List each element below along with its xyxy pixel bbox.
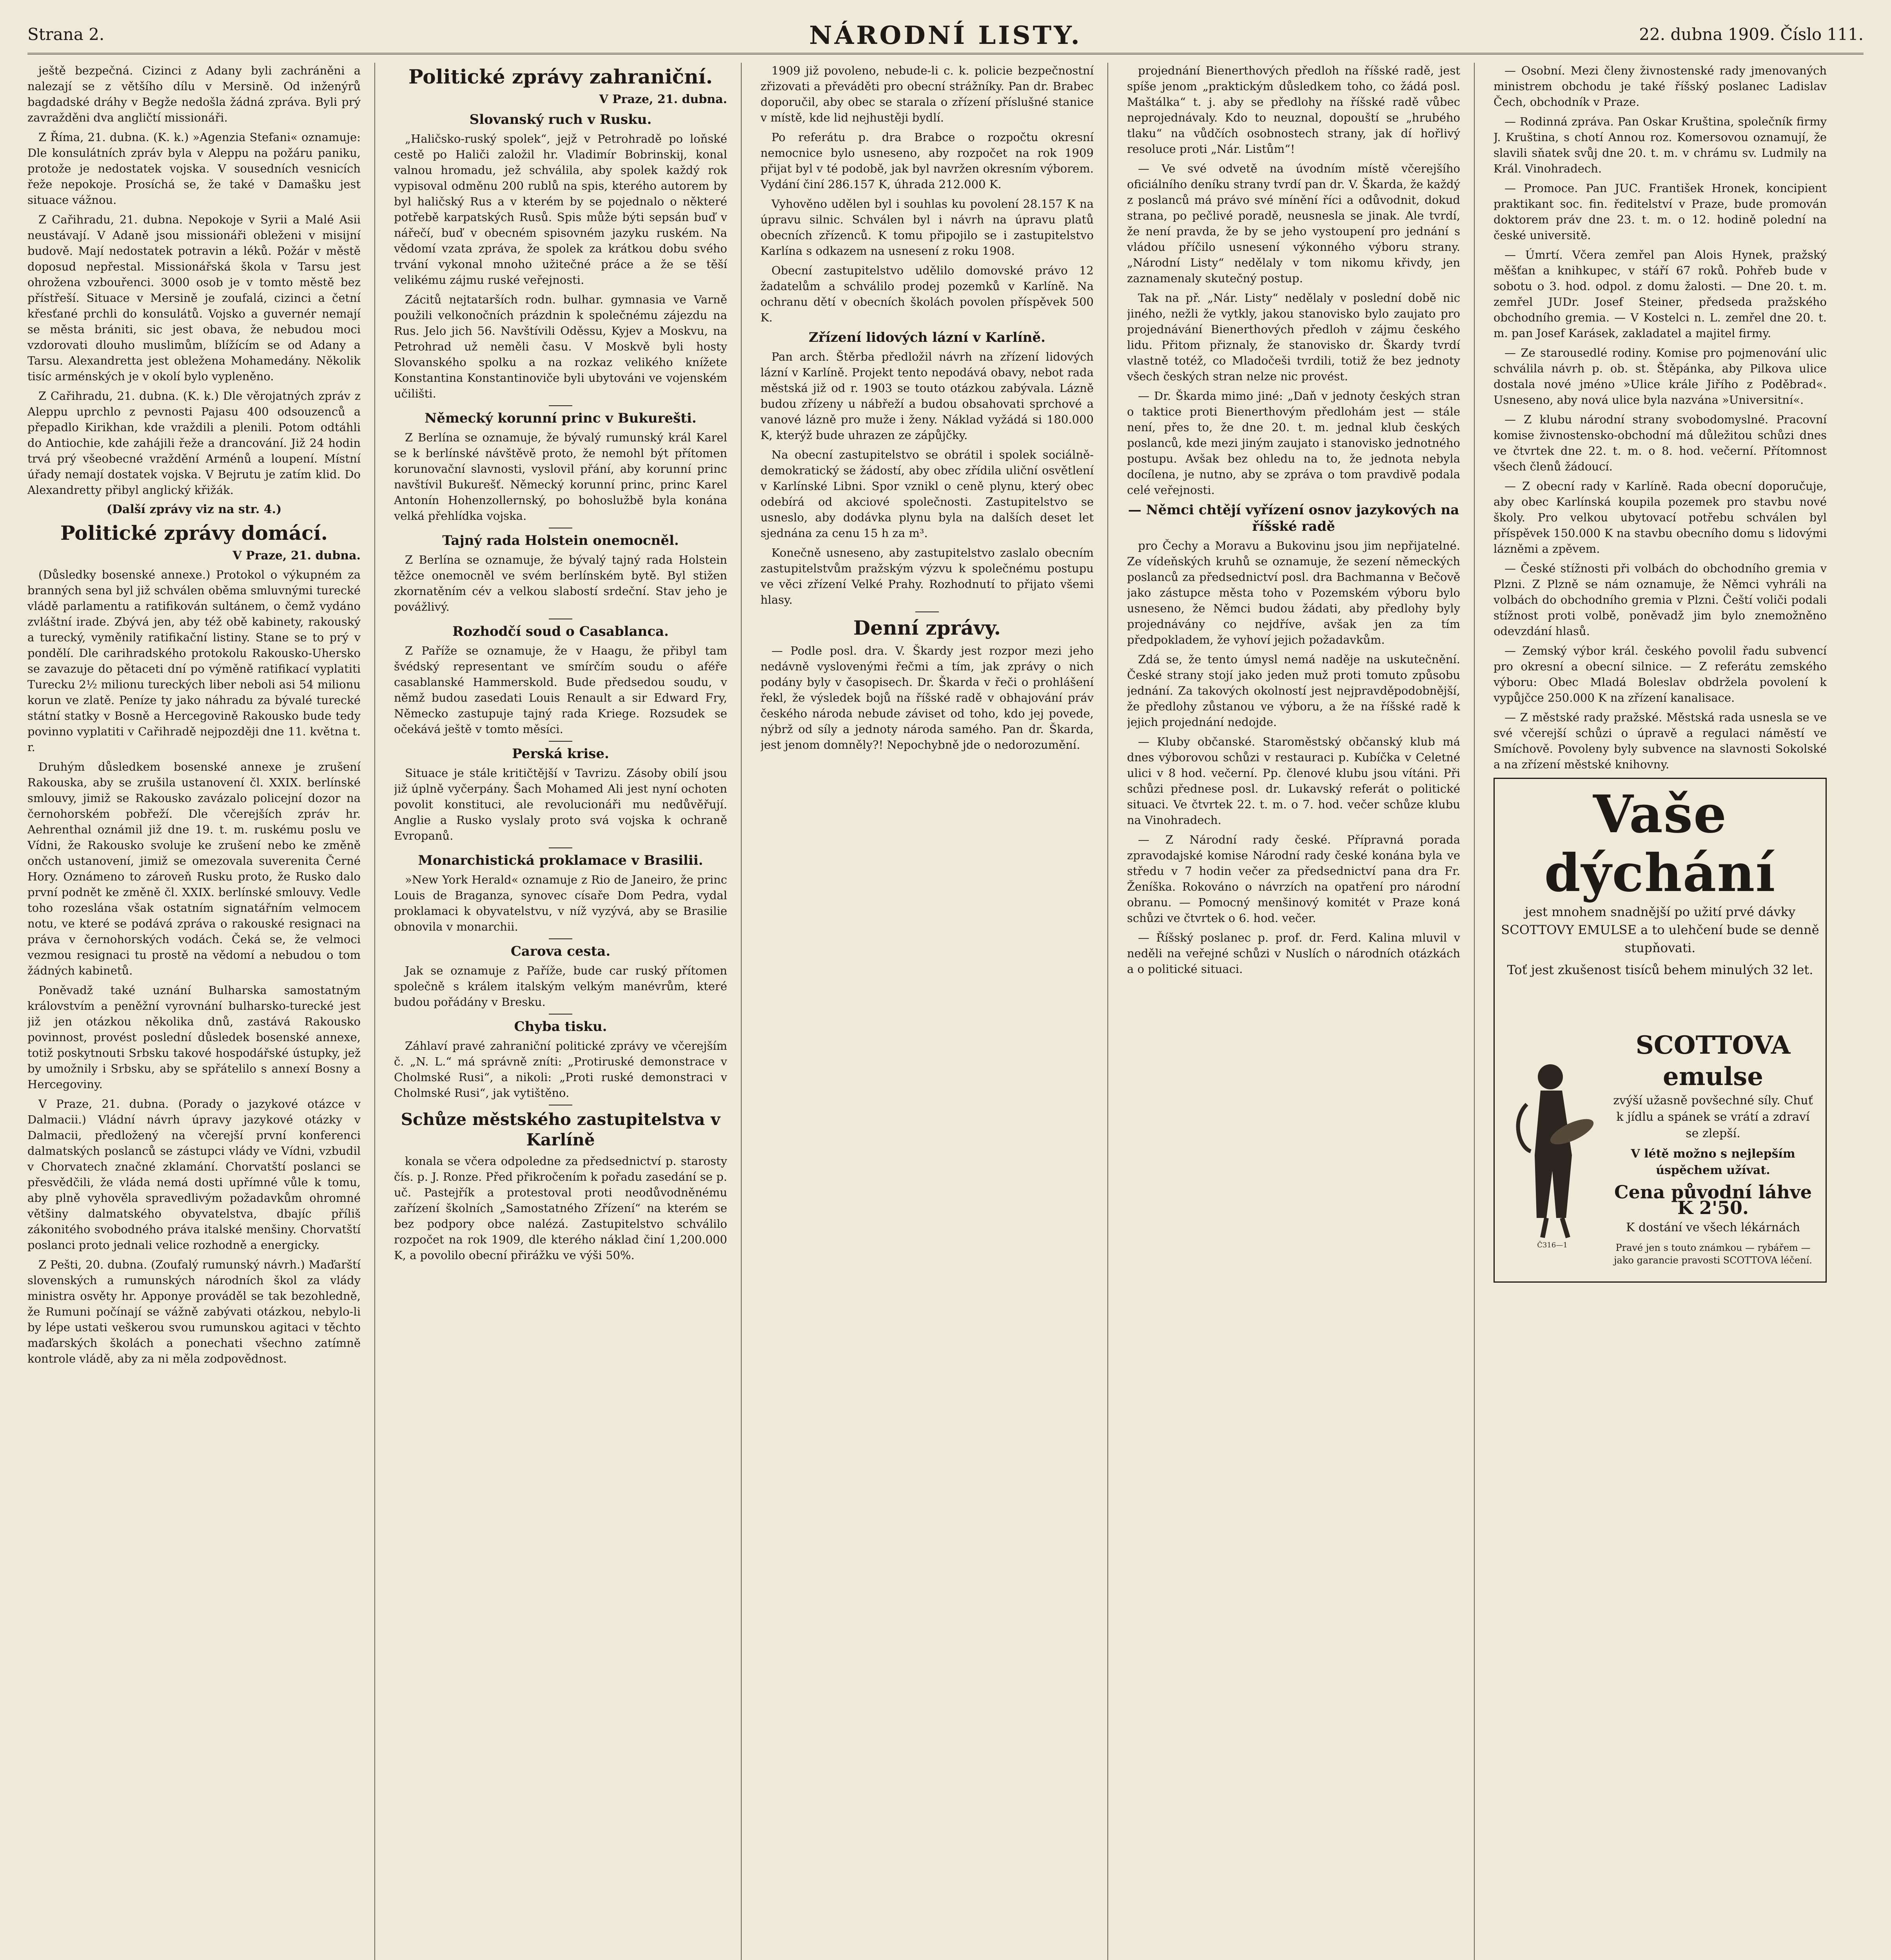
- article-paragraph: ještě bezpečná. Cizinci z Adany byli zachráněni a nalezají se z většího dílu v Mersině. Od inženýrů bagdadské dráhy v Begže nedošla žádná zpráva. Byli prý zavražděni dva angličtí missionáři.: [27, 64, 361, 124]
- fisherman-icon: [1503, 1053, 1601, 1249]
- article-paragraph: Z Berlína se oznamuje, že bývalý tajný rada Holstein těžce onemocněl ve svém berlínském bytě. Byl stižen zkornatěním cév a velkou slabostí srdeční. Stav jeho je povážlivý.: [394, 553, 727, 613]
- section-heading-daily: Denní zprávy.: [853, 616, 1001, 639]
- article-paragraph: Vyhověno udělen byl i souhlas ku povolení 28.157 K na úpravu silnic. Schválen byl i návrh na úpravu platů obecních zřízenců. K tomu připojilo se i zastupitelstvo Karlína s odkazem na usnesení z roku 1908.: [760, 197, 1094, 258]
- article-heading: Chyba tisku.: [514, 1019, 607, 1034]
- ad-text: K dostání ve všech lékárnách: [1626, 1221, 1800, 1234]
- column-rule: [1107, 63, 1108, 1960]
- column-5: [1494, 63, 1827, 1960]
- ad-text: Toť jest zkušenost tisíců behem minulých 32 let.: [1507, 962, 1813, 977]
- page-number: Strana 2.: [27, 25, 105, 44]
- ad-title: Vaše dýchání: [1544, 784, 1776, 904]
- article-paragraph: — Z Národní rady české. Přípravná porada zpravodajské komise Národní rady české konána byla ve středu v 7 hodin večer za předsednictví pana dra Fr. Ženíška. Rokováno o návrzích na opatření pro národní obranu. — Pomocný menšinový komitét v Praze koná schůzi ve čtvrtek o 6. hod. večer.: [1127, 833, 1460, 925]
- article-paragraph: — Ve své odvetě na úvodním místě včerejšího oficiálního deníku strany tvrdí pan dr. V. Škarda, že každý z poslanců má právo své mínění říci a odůvodnit, dokud strana, po pečlivé poradě, neusnesla se jinak. Ale tvrdí, že není pravda, že by se jeho vystoupení pro jednání s vládou příčilo usnesení výkonného výboru strany. „Národní Listy“ nedělaly v tom nikomu křivdy, jen zaznamenaly skutečný postup.: [1127, 162, 1460, 285]
- article-heading: Německý korunní princ v Bukurešti.: [425, 410, 697, 426]
- article-paragraph: — Z městské rady pražské. Městská rada usnesla se ve své včerejší schůzi o úpravě a regulaci náměstí ve Smíchově. Povoleny byly subvence na slavnosti Sokolské a na zřízení městské knihovny.: [1494, 711, 1827, 771]
- article-paragraph: „Haličsko-ruský spolek“, jejž v Petrohradě po loňské cestě po Haliči založil hr. Vladimír Bobrinskij, konal valnou hromadu, jež schválila, aby spolek každý rok vypisoval odměnu 200 rublů na spis, kterého autorem by byl haličský Rus a v kterém by se pojednalo o některé potřebě karpatských Rusů. Spis může býti sepsán buď v nářečí, buď v obecném spisovném jazyku ruském. Na vědomí vzata zpráva, že spolek za krátkou dobu svého trvání vykonal mnoho užitečné práce a že se těší velikému zájmu ruské veřejnosti.: [394, 132, 727, 287]
- article-heading: Monarchistická proklamace v Brasilii.: [418, 853, 703, 868]
- article-paragraph: — Promoce. Pan JUC. František Hronek, koncipient praktikant soc. fin. ředitelství v Praze, bude promován doktorem práv dne 23. t. m. o 12. hodině polední na české universitě.: [1494, 181, 1827, 242]
- column-rule: [374, 63, 375, 1960]
- article-paragraph: — Úmrtí. Včera zemřel pan Alois Hynek, pražský měšťan a knihkupec, v stáří 67 roků. Pohřeb bude v sobotu o 3. hod. odpol. z domu žalosti. — Dne 20. t. m. zemřel JUDr. Josef Steiner, předseda pražského obchodního gremia. — V Kostelci n. L. zemřel dne 20. t. m. pan Josef Karásek, zakladatel a majitel firmy.: [1494, 248, 1827, 340]
- section-heading-domestic: Politické zprávy domácí.: [60, 521, 328, 544]
- article-heading: Rozhodčí soud o Casablanca.: [452, 624, 669, 639]
- article-paragraph: »New York Herald« oznamuje z Rio de Janeiro, že princ Louis de Braganza, synovec císaře Dom Pedra, vydal proklamaci k obyvatelstvu, v níž vyzývá, aby se Brasilie obnovila v monarchii.: [394, 873, 727, 933]
- article-paragraph: Tak na př. „Nár. Listy“ nedělaly v poslední době nic jiného, nežli že vytkly, jakou stanovisko bylo zaujato pro projednávání Bienerthových předloh v zájmu českého lidu. Přitom přiznaly, že stanovisko dr. Škardy tvrdí vlastně totéž, co Mladočeši tvrdili, totiž že bez jednoty všech českých stran nelze nic provést.: [1127, 291, 1460, 383]
- article-paragraph: Na obecní zastupitelstvo se obrátil i spolek sociálně-demokratický se žádostí, aby obec zřídila uliční osvětlení v Karlínské Libni. Spor vznikl o ceně plynu, který obec odebírá od akciové společnosti. Zastupitelstvo se usneslo, aby dodávka plynu byla na dalších deset let sjednána za cenu 15 h za m³.: [760, 448, 1094, 540]
- article-paragraph: Z Paříže se oznamuje, že v Haagu, že přibyl tam švédský representant ve smírčím soudu o aféře casablanské Hammerskold. Bude předsedou soudu, v němž budou zasedati Louis Renault a sir Edward Fry, Německo zastupuje tajný rada Kriege. Rozsudek se očekává ještě v tomto měsíci.: [394, 644, 727, 736]
- column-4: [1127, 63, 1460, 1960]
- divider: [549, 741, 572, 742]
- article-paragraph: Zácitů nejtatarších rodn. bulhar. gymnasia ve Varně použili velkonočních prázdnin k společnému zájezdu na Rus. Jelo jich 56. Navštívili Oděssu, Kyjev a Moskvu, na Petrohrad už neměli času. V Moskvě byli hosty Slovanského spolku a na rozkaz velikého knížete Konstantina Konstantinoviče byli ubytováni ve vojenském učilišti.: [394, 293, 727, 400]
- masthead: [27, 18, 1864, 54]
- article-paragraph: Obecní zastupitelstvo udělilo domovské právo 12 žadatelům a schválilo prodej pozemků v Karlíně. Na ochranu dětí v obecních školách povolen příspěvek 500 K.: [760, 264, 1094, 324]
- ad-brand: SCOTTOVA emulse: [1635, 1031, 1791, 1091]
- article-paragraph: — Zemský výbor král. českého povolil řadu subvencí pro okresní a obecní silnice. — Z referátu zemského výboru: Obec Mladá Boleslav obdržela povolení k vypůjčce 250.000 K na zřízení kanalisace.: [1494, 644, 1827, 704]
- article-paragraph: — Osobní. Mezi členy živnostenské rady jmenovaných ministrem obchodu je také říšský poslanec Ladislav Čech, obchodník v Praze.: [1494, 64, 1827, 109]
- newspaper-title: NÁRODNÍ LISTY.: [809, 21, 1082, 50]
- article-paragraph: — Podle posl. dra. V. Škardy jest rozpor mezi jeho nedávně vyslovenými řečmi a tím, jak zprávy o nich podány byly v časopisech. Dr. Škarda v řeči o prohlášení řekl, že výsledek bojů na říšské radě v obhajování práv českého národa nebude záviset od toho, kdo jej povede, nýbrž od síly a jednoty národa samého. Pan dr. Škarda, jest jenom domněly?! Nepochybně jde o nedorozumění.: [760, 644, 1094, 751]
- article-heading: Slovanský ruch v Rusku.: [469, 112, 652, 127]
- column-3: [760, 63, 1094, 1960]
- divider: [549, 405, 572, 406]
- article-paragraph: Z Cařihradu, 21. dubna. (K. k.) Dle věrojatných zpráv z Aleppu uprchlo z pevnosti Pajasu 400 odsouzenců a přepadlo Kirikhan, kde vraždili a plenili. Potom odtáhli do Antiochie, kde zahájili řeže a drancování. Již 24 hodin trvá prý všeobecné vraždění Arménů a loupení. Místní úřady nemají dostatek vojska. V Bejrutu je zatím klid. Do Alexandretty přibyl anglický křižák.: [27, 389, 361, 497]
- article-paragraph: — Dr. Škarda mimo jiné: „Daň v jednoty českých stran o taktice proti Bienerthovým předlohám jest — stále není, přes to, že dne 20. t. m. jednal klub českých poslanců, kde mezi jiným zaujato i stanovisko jednotného postupu. Avšak bez ohledu na to, že jednota nebyla docílena, je nutno, aby se zpráva o tom pravdivě podala celé veřejnosti.: [1127, 389, 1460, 497]
- ad-figure-caption: Č316—1: [1537, 1241, 1568, 1249]
- column-2: [394, 63, 727, 1960]
- scott-emulsion-advertisement: [1494, 778, 1827, 1283]
- article-paragraph: Z Berlína se oznamuje, že bývalý rumunský král Karel se k berlínské návštěvě proto, že nemohl být přítomen korunovační slavnosti, vyslovil přání, aby korunní princ navštívil Bukurešť. Německý korunní princ, princ Karel Antonín Hohenzollernský, po bohoslužbě byla konána velká přehlídka vojska.: [394, 431, 727, 523]
- dateline: V Praze, 21. dubna.: [232, 549, 361, 563]
- article-paragraph: Z Říma, 21. dubna. (K. k.) »Agenzia Stefani« oznamuje: Dle konsulátních zpráv byla v Aleppu na požáru paniku, protože je nedostatek vojska. V sousedních vesnicích řeže nepokoje. Prosíchá se, že také v Damašku jest situace vážnou.: [27, 131, 361, 207]
- ad-figure-caption: Pravé jen s touto známkou — rybářem — jako garancie pravosti SCOTTOVA léčení.: [1614, 1242, 1812, 1266]
- issue-date: 22. dubna 1909. Číslo 111.: [1639, 25, 1864, 44]
- column-rule: [741, 63, 742, 1960]
- article-heading: — Němci chtějí vyřízení osnov jazykových na říšské radě: [1128, 502, 1459, 534]
- article-paragraph: — Říšský poslanec p. prof. dr. Ferd. Kalina mluvil v neděli na veřejné schůzi v Nuslích o národních otázkách a o politické situaci.: [1127, 931, 1460, 976]
- article-paragraph: V Praze, 21. dubna. (Porady o jazykové otázce v Dalmacii.) Vládní návrh úpravy jazykové otázky v Dalmacii, předložený na včerejší první konferenci dalmatských poslanců se zástupci vlády ve Vídni, vzbudil v Chorvatech značné zklamání. Chorvatští poslanci se přesvědčili, že vláda nemá dosti upřímné vůle k tomu, aby plně vyhověla spravedlivým požadavkům ohromné většiny dalmatského obyvatelstva, dbajíc příliš zákonitého svobodného práva italské menšiny. Chorvatští poslanci proto jednali velice rozhodně a energicky.: [27, 1097, 361, 1252]
- article-paragraph: — Z obecní rady v Karlíně. Rada obecní doporučuje, aby obec Karlínská koupila pozemek pro stavbu nové školy. Pro velkou ubytovací potřebu schválen byl příspěvek 150.000 K na stavbu obecního domu s lidovými lázněmi a zpěvem.: [1494, 479, 1827, 555]
- article-paragraph: Konečně usneseno, aby zastupitelstvo zaslalo obecním zastupitelstvům pražským výzvu k společnému postupu ve věci zřízení Velké Prahy. Rozhodnutí to přijato všemi hlasy.: [760, 546, 1094, 606]
- ad-text: jest mnohem snadnější po užití prvé dávky SCOTTOVY EMULSE a to ulehčení bude se denně stupňovati.: [1501, 904, 1819, 955]
- article-paragraph: — České stížnosti při volbách do obchodního gremia v Plzni. Z Plzně se nám oznamuje, že Němci vyhráli na volbách do obchodního gremia v Plzni. Čeští voliči podali stížnost proti volbě, poněvadž jim bylo znemožněno odevzdání hlasů.: [1494, 562, 1827, 638]
- ad-text: V létě možno s nejlepším úspěchem užívat.: [1631, 1147, 1795, 1177]
- divider: [549, 938, 572, 939]
- ad-price: Cena původní láhve K 2'50.: [1614, 1181, 1812, 1218]
- article-heading: Carova cesta.: [510, 944, 611, 959]
- article-paragraph: konala se včera odpoledne za předsednictví p. starosty čís. p. J. Ronze. Před přikročením k pořadu zasedání se p. uč. Pastejřík a protestoval proti neodůvodněnému zařízení školních „Samostatného Zřízení“ na kterém se bez podpory obce nalézá. Zastupitelstvo schválilo rozpočet na rok 1909, dle kterého náklad činí 1,200.000 K, a povolilo obecní přirážku ve výši 50%.: [394, 1154, 727, 1262]
- article-heading: Zřízení lidových lázní v Karlíně.: [809, 330, 1045, 345]
- article-paragraph: Z Cařihradu, 21. dubna. Nepokoje v Syrii a Malé Asii neustávají. V Adaně jsou missionáři obleženi v misijní budově. Mají nedostatek potravin a léků. Požár v městě doposud nepřestal. Missionářská škola v Tarsu jest ohrožena vzbouřenci. 3000 osob je v tomto městě bez přístřeší. Situace v Mersině je zoufalá, cizinci a četní křesťané prchli do konsulátů. Vojsko a guvernér nemají se města brániti, sic jest obava, že nebudou moci vzdorovati dlouho muslimům, blížícím se od Adany a Tarsu. Alexandretta jest obležena Mohamedány. Několik tisíc arménských je v okolí bylo vypleněno.: [27, 213, 361, 383]
- article-paragraph: — Kluby občanské. Staroměstský občanský klub má dnes výborovou schůzi v restauraci p. Kubíčka v Celetné ulici v 8 hod. večerní. Pp. členové klubu jsou vítáni. Při schůzi přednese posl. dr. Lukavský referát o politické situaci. Ve čtvrtek 22. t. m. o 7. hod. večer schůze klubu na Vinohradech.: [1127, 735, 1460, 827]
- article-paragraph: — Z klubu národní strany svobodomyslné. Pracovní komise živnostensko-obchodní má důležitou schůzi dnes ve čtvrtek dne 22. t. m. o 8. hod. večerní. Přítomnost všech členů žádoucí.: [1494, 413, 1827, 473]
- dateline: V Praze, 21. dubna.: [599, 93, 727, 106]
- article-paragraph: pro Čechy a Moravu a Bukovinu jsou jim nepřijatelné. Ze vídeňských kruhů se oznamuje, že sezení německých poslanců za předsednictví posl. dra Bachmanna v Bečově jako zástupce města toho v Pozemském výboru bylo usneseno, že Němci budou žádati, aby předlohy byly projednávány co nejdříve, avšak jen za tím předpokladem, že vyhoví jejich požadavkům.: [1127, 539, 1460, 646]
- article-paragraph: Záhlaví pravé zahraniční politické zprávy ve včerejším č. „N. L.“ má správně zníti: „Protiruské demonstrace v Cholmské Rusi“, a nikoli: „Proti ruské demonstraci v Cholmské Rusi“, jak vytištěno.: [394, 1039, 727, 1100]
- article-paragraph: Druhým důsledkem bosenské annexe je zrušení Rakouska, aby se zrušila ustanovení čl. XXIX. berlínské smlouvy, jimiž se Rakousko zavázalo policejní dozor na černohorském pobřeží. Dle včerejších zpráv hr. Aehrenthal oznámil již dne 19. t. m. ruskému poslu ve Vídni, že Rakousko svoluje ke zrušení nebo ke změně ončch ustanovení, jimiž se omezovala suverenita Černé Hory. Oznámeno to zároveň Rusku proto, že Rusko dalo první podnět ke změně čl. XXIX. berlínské smlouvy. Vedle toho rozeslána však ostatním signatářním velmocem notu, ve které se podává zpráva o rakouské resignaci na práva v černohorských vodách. Čeká se, že velmoci vezmou resignaci tu prostě na vědomí a nebudou o tom žádných kabinetů.: [27, 760, 361, 977]
- article-paragraph: projednání Bienerthových předloh na říšské radě, jest spíše jenom „praktickým důsledkem toho, co žádá posl. Maštálka“ t. j. aby se předlohy na říšské radě vůbec neprojednávaly. Kdo to neuznal, dopouští se „hrubého tlaku“ na vůdčích osobnostech strany, jak dí hořlivý resoluce proti „Nár. Listům“!: [1127, 64, 1460, 156]
- article-heading-large: Schůze městského zastupitelstva v Karlíně: [401, 1110, 720, 1149]
- article-paragraph: Jak se oznamuje z Paříže, bude car ruský přítomen společně s králem italským velkým manévrům, které budou pořádány v Bresku.: [394, 964, 727, 1009]
- article-paragraph: Zdá se, že tento úmysl nemá naděje na uskutečnění. České strany stojí jako jeden muž proti tomuto způsobu jednání. Za takových okolností jest nejpravděpodobnější, že předlohy zůstanou ve výboru, a že na říšské radě k jejich projednání nedojde.: [1127, 653, 1460, 729]
- continuation-note: (Další zprávy viz na str. 4.): [106, 503, 282, 516]
- ad-text: zvýší užasně povšechné síly. Chuť k jídlu a spánek se vrátí a zdraví se zlepší.: [1613, 1094, 1813, 1140]
- article-paragraph: — Ze starousedlé rodiny. Komise pro pojmenování ulic schválila návrh p. ob. st. Štěpánka, aby Pilkova ulice dostala nové jméno »Ulice krále Jiřího z Poděbrad«. Usneseno, aby nová ulice byla nazvána »Universitní«.: [1494, 346, 1827, 407]
- section-heading-foreign: Politické zprávy zahraniční.: [408, 65, 713, 88]
- article-heading: Perská krise.: [512, 746, 609, 762]
- article-paragraph: (Důsledky bosenské annexe.) Protokol o výkupném za branných sena byl již schválen oběma smluvnými turecké vládě parlamentu a ratifikován sultánem, o čemž vydáno zvláštní irade. Zbývá jen, aby též obě kabinety, rakouský a turecký, vyměnily ratifikační listiny. Stane se to prý v pondělí. Dle carihradského protokolu Rakousko-Uhersko se zavazuje do pětaceti dní po výměně ratifikací vyplatiti Turecku 2½ milionu tureckých liber neboli asi 54 milionu korun ve zlatě. Peníze ty jako náhradu za bývalé turecké státní statky v Bosně a Hercegovině Rakousko bude tedy povinno vyplatiti v Cařihradě nejpozději dne 11. května t. r.: [27, 568, 361, 754]
- article-paragraph: Pan arch. Štěrba předložil návrh na zřízení lidových lázní v Karlíně. Projekt tento nepodává obavy, nebot rada městská již od r. 1903 se touto otázkou zabývala. Lázně budou zřízeny u nábřeží a budou obsahovati sprchové a vanové lázně pro muže i ženy. Náklad vyžádá si 180.000 K, kterýž bude uhrazen ze zápůjčky.: [760, 350, 1094, 442]
- article-paragraph: Situace je stále kritičtější v Tavrizu. Zásoby obilí jsou již úplně vyčerpány. Šach Mohamed Ali jest nyní ochoten povolit konstituci, ale revolucionáři mu nedůvěřují. Anglie a Rusko vyslaly proto svá vojska k ochraně Evropanů.: [394, 766, 727, 842]
- article-paragraph: Poněvadž také uznání Bulharska samostatným královstvím a peněžní vyrovnání bulharsko-turecké jest již jen otázkou několika dnů, zastává Rakousko povinnost, provést poslední důsledek bosenské annexe, totiž poskytnouti Srbsku takové hospodářské ústupky, jež by umožnily i Srbsku, aby se spřátelilo s annexí Bosny a Hercegoviny.: [27, 984, 361, 1091]
- ad-side-panel: [1608, 1030, 1818, 1267]
- column-1: [27, 63, 361, 1960]
- column-rule: [1474, 63, 1475, 1960]
- article-paragraph: Z Pešti, 20. dubna. (Zoufalý rumunský návrh.) Maďarští slovenských a rumunských národních škol za vlády ministra osvěty hr. Apponye prováděl se tak bezohledně, že Rumuni počínají se vážně zabývati otázkou, nebylo-li by lépe ustati veškerou svou rumunskou agitaci v těchto maďarských školách a ponechati všechno zatímně kontrole vládě, aby za ni měla zodpovědnost.: [27, 1258, 361, 1365]
- article-heading: Tajný rada Holstein onemocněl.: [442, 533, 679, 548]
- article-paragraph: 1909 již povoleno, nebude-li c. k. policie bezpečnostní zřizovati a převáděti pro obecní strážníky. Pan dr. Brabec doporučil, aby obec se starala o zřízení příslušné stanice v místě, kde lid nejhustěji bydlí.: [760, 64, 1094, 124]
- article-paragraph: Po referátu p. dra Brabce o rozpočtu okresní nemocnice bylo usneseno, aby rozpočet na rok 1909 přijat byl v té podobě, jak byl navržen okresním výborem. Vydání činí 286.157 K, úhrada 212.000 K.: [760, 131, 1094, 191]
- article-paragraph: — Rodinná zpráva. Pan Oskar Kruština, společník firmy J. Kruština, s chotí Annou roz. Komersovou oznamují, že slavili sňatek svůj dne 20. t. m. v chrámu sv. Ludmily na Král. Vinohradech.: [1494, 115, 1827, 175]
